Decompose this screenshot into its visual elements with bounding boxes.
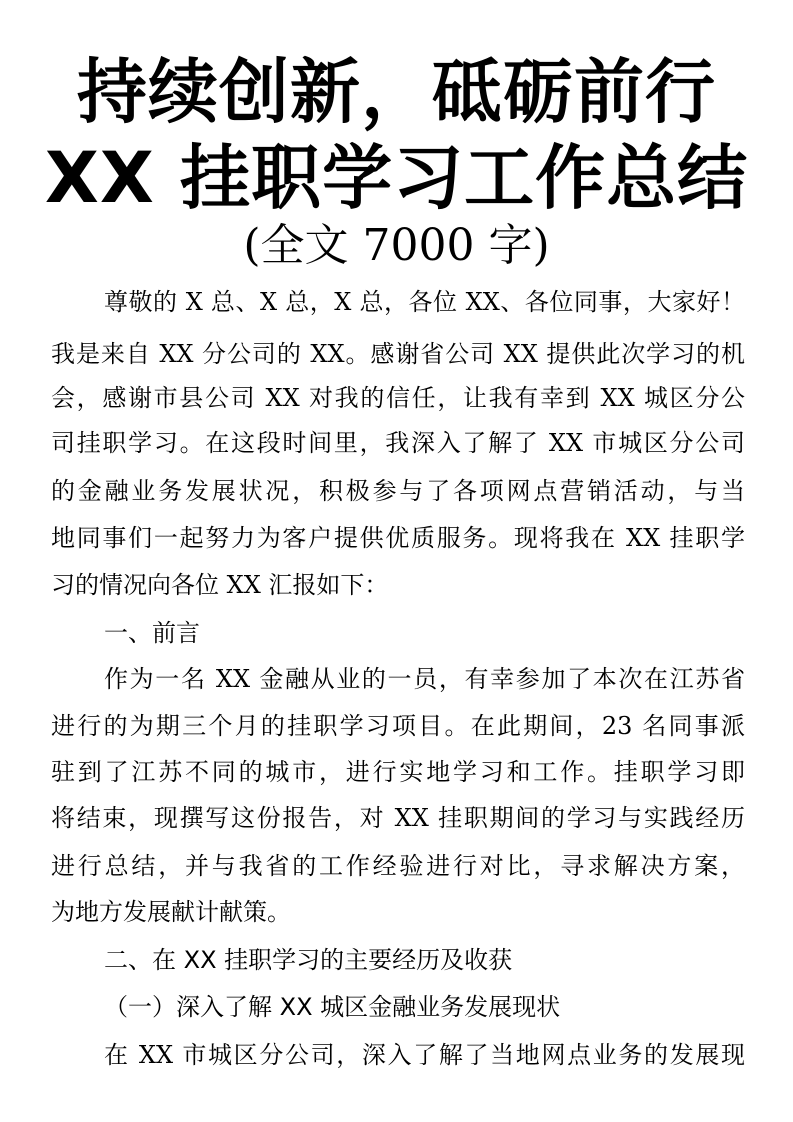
paragraph-line: 我是来自 XX 分公司的 XX。感谢省公司 XX 提供此次学习的机: [51, 340, 745, 368]
paragraph-line: 地同事们一起努力为客户提供优质服务。现将我在 XX 挂职学: [51, 524, 745, 552]
paragraph-line: 的金融业务发展状况，积极参与了各项网点营销活动，与当: [51, 477, 745, 505]
paragraph-line: 司挂职学习。在这段时间里，我深入了解了 XX 市城区分公司: [51, 429, 745, 457]
paragraph-line: 将结束，现撰写这份报告，对 XX 挂职期间的学习与实践经历: [51, 804, 745, 832]
section-heading: 二、在 XX 挂职学习的主要经历及收获: [104, 946, 513, 974]
paragraph-line: 会，感谢市县公司 XX 对我的信任，让我有幸到 XX 城区分公: [51, 384, 745, 412]
paragraph-line: 进行的为期三个月的挂职学习项目。在此期间，23 名同事派: [51, 712, 745, 740]
section-heading: 一、前言: [104, 619, 200, 647]
paragraph-line: 习的情况向各位 XX 汇报如下：: [51, 571, 389, 599]
paragraph-line: 为地方发展献计献策。: [51, 898, 291, 926]
paragraph-line: 尊敬的 X 总、X 总，X 总，各位 XX、各位同事，大家好！: [104, 288, 745, 316]
paragraph-line: 驻到了江苏不同的城市，进行实地学习和工作。挂职学习即: [51, 758, 745, 786]
document-subtitle: (全文 7000 字): [243, 220, 550, 271]
paragraph-line: 作为一名 XX 金融从业的一员，有幸参加了本次在江苏省: [104, 665, 745, 693]
paragraph-line: 进行总结，并与我省的工作经验进行对比，寻求解决方案，: [51, 852, 745, 880]
document-title-line-1: 持续创新，砥砺前行: [77, 51, 716, 133]
paragraph-line: 在 XX 市城区分公司，深入了解了当地网点业务的发展现: [104, 1041, 745, 1069]
subsection-heading: （一）深入了解 XX 城区金融业务发展现状: [104, 993, 561, 1021]
document-title-line-2: XX 挂职学习工作总结: [44, 137, 749, 219]
